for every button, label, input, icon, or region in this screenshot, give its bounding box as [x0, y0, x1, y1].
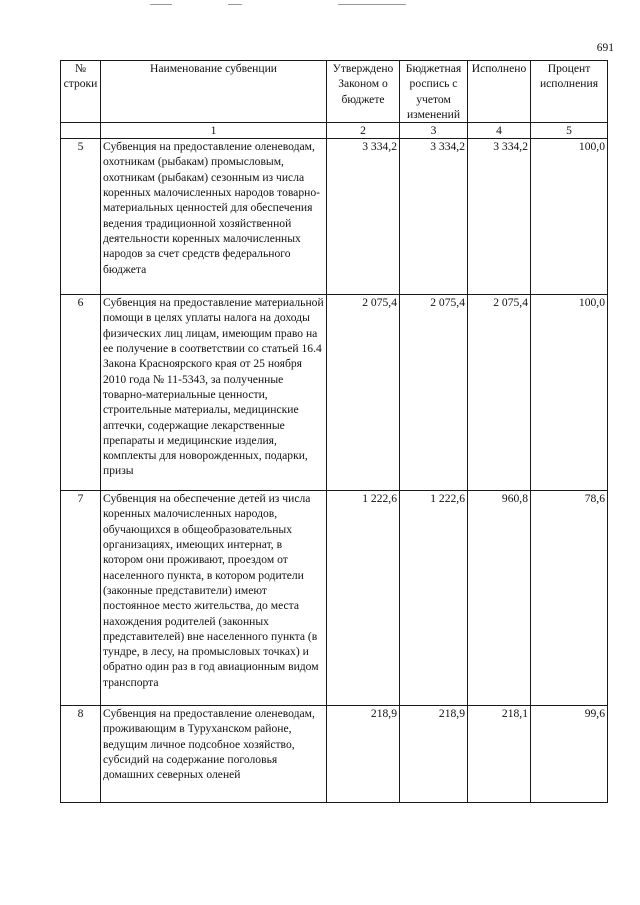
percent-value: 78,6: [531, 491, 608, 706]
row-number: 7: [61, 491, 101, 706]
table-row: [61, 706, 608, 803]
header-approved: Утверждено Законом о бюджете: [327, 61, 400, 123]
budget-value: 218,9: [400, 706, 468, 803]
approved-value: 1 222,6: [327, 491, 400, 706]
page-number: 691: [596, 42, 614, 54]
table-row: [61, 139, 608, 295]
header-row-number: № строки: [61, 61, 101, 123]
percent-value: 100,0: [531, 139, 608, 295]
executed-value: 218,1: [468, 706, 531, 803]
table-row: [61, 295, 608, 491]
header-percent: Процент исполнения: [531, 61, 608, 123]
column-number: 1: [101, 123, 327, 139]
row-number: 5: [61, 139, 101, 295]
table-row: [61, 491, 608, 706]
budget-value: 3 334,2: [400, 139, 468, 295]
subvention-name: Субвенция на обеспечение детей из числа коренных малочисленных народов, обучающихся в общеобразовательных организациях, имеющих интернат, в котором они проживают, проездом от населенного пункта, в котором родители (законные представители) имеют постоянное место жительства, до места нахождения родителей (законных представителей) вне населенного пункта (в тундре, в лесу, на промысловых точках) и обратно один раз в год авиационным видом транспорта: [101, 491, 327, 706]
budget-value: 2 075,4: [400, 295, 468, 491]
column-number: 3: [400, 123, 468, 139]
header-budget-schedule: Бюджетная роспись с учетом изменений: [400, 61, 468, 123]
column-number: 5: [531, 123, 608, 139]
subvention-name: Субвенция на предоставление оленеводам, проживающим в Туруханском районе, ведущим личное подсобное хозяйство, субсидий на содержание поголовья домашних северных оленей: [101, 706, 327, 803]
header-row: [61, 61, 608, 123]
executed-value: 3 334,2: [468, 139, 531, 295]
column-number: [61, 123, 101, 139]
scan-edge-line: [338, 4, 406, 5]
budget-value: 1 222,6: [400, 491, 468, 706]
row-number: 6: [61, 295, 101, 491]
approved-value: 2 075,4: [327, 295, 400, 491]
column-number: 2: [327, 123, 400, 139]
column-number: 4: [468, 123, 531, 139]
percent-value: 99,6: [531, 706, 608, 803]
executed-value: 2 075,4: [468, 295, 531, 491]
percent-value: 100,0: [531, 295, 608, 491]
column-number-row: [61, 123, 608, 139]
subvention-name: Субвенция на предоставление материальной помощи в целях уплаты налога на доходы физических лиц лицам, имеющим право на ее получение в соответствии со статьей 16.4 Закона Красноярского края от 25 ноября 2010 года № 11-5343, за полученные товарно-материальные ценности, строительные материалы, медицинские аптечки, содержащие лекарственные препараты и медицинские изделия, комплекты для новорожденных, подарки, призы: [101, 295, 327, 491]
header-subvention-name: Наименование субвенции: [101, 61, 327, 123]
approved-value: 218,9: [327, 706, 400, 803]
row-number: 8: [61, 706, 101, 803]
subvention-table: [60, 60, 608, 803]
scan-edge-line: [228, 4, 242, 5]
scan-edge-line: [150, 4, 172, 5]
subvention-name: Субвенция на предоставление оленеводам, охотникам (рыбакам) промысловым, охотникам (рыбакам) сезонным из числа коренных малочисленных народов товарно-материальных ценностей для обеспечения ведения традиционной хозяйственной деятельности коренных малочисленных народов за счет средств федерального бюджета: [101, 139, 327, 295]
executed-value: 960,8: [468, 491, 531, 706]
header-executed: Исполнено: [468, 61, 531, 123]
approved-value: 3 334,2: [327, 139, 400, 295]
